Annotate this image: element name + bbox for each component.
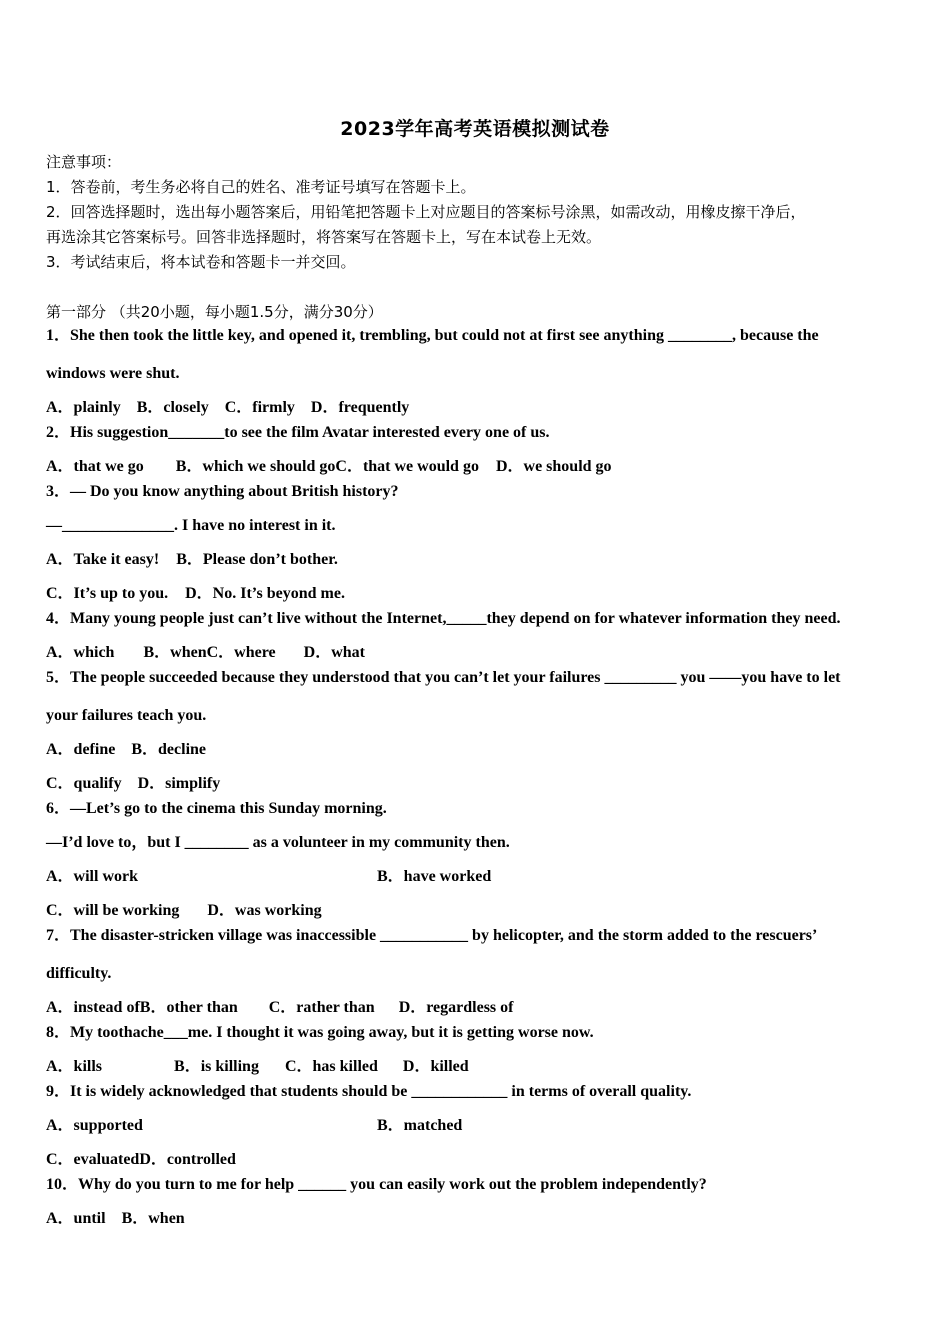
- question-6-options-row2: [46, 901, 322, 921]
- question-5-stem: 5．The people succeeded because they understood that you can’t let your failures _________ you ——you have to let: [46, 669, 841, 686]
- question-8-stem: 8．My toothache___me. I thought it was going away, but it is getting worse now.: [46, 1024, 594, 1041]
- question-10-stem: 10．Why do you turn to me for help ______ you can easily work out the problem independently?: [46, 1176, 707, 1193]
- page-title: 2023学年高考英语模拟测试卷: [340, 118, 610, 140]
- question-5-options-row1: [46, 740, 206, 760]
- question-3-options-row1: [46, 550, 338, 570]
- option-b[interactable]: B．when: [143, 644, 207, 661]
- question-3-stem: 3．— Do you know anything about British history?: [46, 483, 399, 500]
- question-2-options: [46, 457, 612, 477]
- section-heading: 第一部分 （共20小题，每小题1.5分，满分30分）: [46, 303, 383, 321]
- option-b[interactable]: B．Please don’t bother.: [176, 551, 338, 568]
- question-9-option-a[interactable]: A．supported: [46, 1117, 143, 1134]
- question-8-options: [46, 1057, 469, 1077]
- question-1-stem-cont: windows were shut.: [46, 365, 180, 382]
- option-c[interactable]: C．It’s up to you.: [46, 585, 169, 602]
- question-6-stem: 6．—Let’s go to the cinema this Sunday morning.: [46, 800, 387, 817]
- notice-item-1: 1．答卷前，考生务必将自己的姓名、准考证号填写在答题卡上。: [46, 178, 476, 196]
- question-10-options: [46, 1209, 185, 1229]
- option-d[interactable]: D．killed: [402, 1058, 469, 1075]
- question-1-stem: 1．She then took the little key, and opened it, trembling, but could not at first see anything ________, because the: [46, 327, 819, 344]
- question-9-option-b[interactable]: B．matched: [377, 1117, 463, 1134]
- question-5-stem-cont: your failures teach you.: [46, 707, 207, 724]
- option-c[interactable]: C．evaluated: [46, 1151, 140, 1168]
- question-6-option-b[interactable]: B．have worked: [377, 868, 492, 885]
- notice-item-2: 2．回答选择题时，选出每小题答案后，用铅笔把答题卡上对应题目的答案标号涂黑，如需改动，用橡皮擦干净后，: [46, 203, 806, 221]
- option-c[interactable]: C．qualify: [46, 775, 122, 792]
- option-b[interactable]: B．closely: [136, 399, 209, 416]
- option-a[interactable]: A．kills: [46, 1058, 103, 1075]
- option-a[interactable]: A．Take it easy!: [46, 551, 160, 568]
- question-1-options: [46, 398, 409, 418]
- question-9-stem: 9．It is widely acknowledged that students should be ____________ in terms of overall quality.: [46, 1083, 692, 1100]
- question-6-option-a[interactable]: A．will work: [46, 868, 139, 885]
- option-a[interactable]: A．which: [46, 644, 115, 661]
- option-b[interactable]: B．when: [121, 1210, 185, 1227]
- option-b[interactable]: B．other than: [139, 999, 238, 1016]
- option-a[interactable]: A．define: [46, 741, 116, 758]
- option-d[interactable]: D．what: [303, 644, 365, 661]
- option-d[interactable]: D．controlled: [139, 1151, 236, 1168]
- option-d[interactable]: D．frequently: [310, 399, 410, 416]
- question-6-response: —I’d love to，but I ________ as a volunteer in my community then.: [46, 834, 510, 851]
- option-d[interactable]: D．regardless of: [398, 999, 514, 1016]
- question-3-options-row2: [46, 584, 345, 604]
- question-9-options-row2: [46, 1150, 236, 1170]
- question-4-stem: 4．Many young people just can’t live without the Internet,_____they depend on for whatever information they need.: [46, 610, 841, 627]
- option-c[interactable]: C．that we would go: [335, 458, 479, 475]
- option-c[interactable]: C．firmly: [224, 399, 295, 416]
- notice-heading: 注意事项：: [46, 153, 122, 171]
- option-d[interactable]: D．No. It’s beyond me.: [185, 585, 345, 602]
- option-c[interactable]: C．where: [206, 644, 276, 661]
- option-c[interactable]: C．has killed: [284, 1058, 378, 1075]
- question-5-options-row2: [46, 774, 220, 794]
- notice-item-3: 3．考试结束后，将本试卷和答题卡一并交回。: [46, 253, 356, 271]
- option-d[interactable]: D．we should go: [495, 458, 612, 475]
- option-c[interactable]: C．will be working: [46, 902, 180, 919]
- option-a[interactable]: A．instead of: [46, 999, 140, 1016]
- question-4-options: [46, 643, 365, 663]
- question-2-stem: 2．His suggestion_______to see the film Avatar interested every one of us.: [46, 424, 550, 441]
- question-3-response: —______________. I have no interest in it.: [46, 517, 336, 534]
- option-a[interactable]: A．until: [46, 1210, 106, 1227]
- option-b[interactable]: B．decline: [131, 741, 207, 758]
- notice-item-2-cont: 再选涂其它答案标号。回答非选择题时，将答案写在答题卡上，写在本试卷上无效。: [46, 228, 602, 246]
- option-b[interactable]: B．is killing: [174, 1058, 259, 1075]
- option-a[interactable]: A．that we go: [46, 458, 144, 475]
- question-7-stem: 7．The disaster-stricken village was inaccessible ___________ by helicopter, and the storm added to the rescuers’: [46, 927, 818, 944]
- option-d[interactable]: D．simplify: [137, 775, 221, 792]
- option-a[interactable]: A．plainly: [46, 399, 121, 416]
- option-b[interactable]: B．which we should go: [175, 458, 336, 475]
- question-7-stem-cont: difficulty.: [46, 965, 112, 982]
- option-c[interactable]: C．rather than: [268, 999, 375, 1016]
- option-d[interactable]: D．was working: [207, 902, 322, 919]
- question-7-options: [46, 998, 514, 1018]
